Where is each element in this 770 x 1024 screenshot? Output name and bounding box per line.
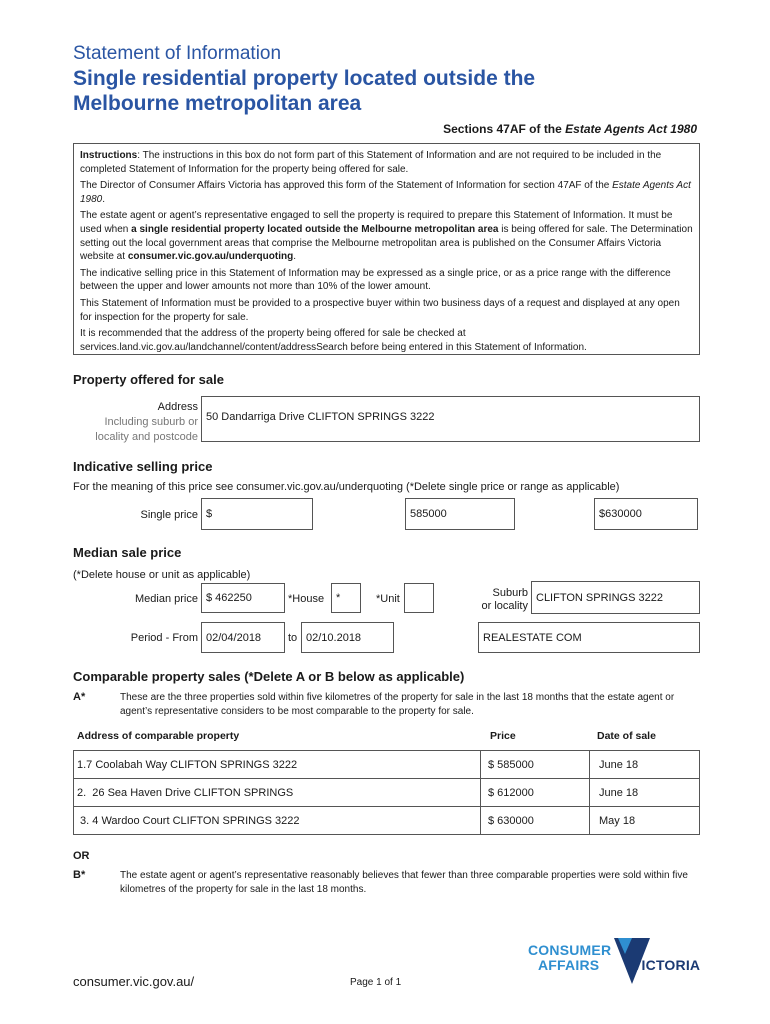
median-price-heading: Median sale price bbox=[73, 545, 182, 560]
house-label: *House bbox=[288, 593, 325, 605]
comparable-price[interactable]: $ 585000 bbox=[488, 758, 534, 771]
address-label-line2: Including suburb or bbox=[104, 416, 198, 428]
instructions-para-4: The indicative selling price in this Statement of Information may be expressed as a single price, or as a price range with the difference between the upper and lower amounts not more than 10% of the lower amount. bbox=[80, 267, 671, 293]
unit-label: *Unit bbox=[376, 593, 400, 605]
instructions-p3-end: . bbox=[293, 251, 296, 263]
comparable-row-2 bbox=[73, 778, 700, 807]
page-number: Page 1 of 1 bbox=[350, 977, 402, 988]
indicative-price-note: For the meaning of this price see consumer.vic.gov.au/underquoting (*Delete single price or range as applicable) bbox=[73, 481, 620, 493]
property-address-field[interactable]: 50 Dandarriga Drive CLIFTON SPRINGS 3222 bbox=[201, 396, 700, 442]
address-label-line3: locality and postcode bbox=[95, 431, 198, 443]
property-section-heading: Property offered for sale bbox=[73, 372, 224, 387]
address-label-line1: Address bbox=[157, 401, 198, 413]
row-divider bbox=[589, 807, 590, 834]
instructions-box bbox=[73, 143, 700, 355]
comparable-date[interactable]: June 18 bbox=[599, 786, 639, 799]
option-b-label: B* bbox=[73, 869, 86, 881]
instructions-p2-text: The Director of Consumer Affairs Victoria has approved this form of the Statement of Information for section 47AF of the bbox=[80, 180, 613, 192]
instructions-p3-text1: The estate agent or agent’s representative engaged to sell the property is required to prepare this Statement of Information. It must be used when bbox=[80, 210, 673, 235]
median-price-note: (*Delete house or unit as applicable) bbox=[73, 569, 251, 581]
logo-text-affairs: AFFAIRS bbox=[538, 957, 600, 973]
comparable-date[interactable]: June 18 bbox=[599, 758, 639, 771]
comparable-address[interactable]: 3. 4 Wardoo Court CLIFTON SPRINGS 3222 bbox=[77, 814, 300, 827]
row-divider bbox=[480, 779, 481, 806]
col-price-header: Price bbox=[490, 730, 516, 742]
sections-prefix: Sections 47AF of the bbox=[443, 122, 566, 136]
comparable-price[interactable]: $ 612000 bbox=[488, 786, 534, 799]
logo-text-consumer: CONSUMER bbox=[528, 942, 612, 958]
house-checkbox[interactable]: * bbox=[331, 583, 361, 613]
suburb-label-line2: or locality bbox=[481, 600, 528, 612]
comparable-date[interactable]: May 18 bbox=[599, 814, 636, 827]
instructions-p2-end: . bbox=[102, 193, 106, 205]
consumer-affairs-victoria-logo bbox=[528, 938, 703, 988]
or-label: OR bbox=[73, 850, 90, 862]
instructions-para-3 bbox=[80, 209, 693, 263]
row-divider bbox=[480, 807, 481, 834]
period-to-field[interactable]: 02/10.2018 bbox=[301, 622, 394, 653]
single-price-label: Single price bbox=[140, 509, 198, 521]
instructions-label: Instructions bbox=[80, 150, 138, 161]
col-address-header: Address of comparable property bbox=[77, 730, 240, 742]
source-field[interactable]: REALESTATE COM bbox=[478, 622, 700, 653]
sections-reference bbox=[443, 122, 697, 136]
median-price-field[interactable]: $ 462250 bbox=[201, 583, 285, 613]
option-a-text: These are the three properties sold within five kilometres of the property for sale in the last 18 months that the estate agent or agent’s representative considers to be most comparable to the property for sale. bbox=[120, 692, 675, 717]
instructions-p3-bold: a single residential property located outside the Melbourne metropolitan area bbox=[131, 223, 499, 235]
suburb-field[interactable]: CLIFTON SPRINGS 3222 bbox=[531, 581, 700, 614]
option-a-label: A* bbox=[73, 691, 86, 703]
form-heading bbox=[73, 66, 535, 116]
single-price-field[interactable]: $ bbox=[201, 498, 313, 530]
indicative-price-heading: Indicative selling price bbox=[73, 459, 213, 474]
instructions-para-2 bbox=[80, 179, 693, 206]
range-high-field[interactable]: $630000 bbox=[594, 498, 698, 530]
instructions-p3-text2: is being offered for sale. The Determination setting out the local government areas that comprise the Melbourne metropolitan area is published on the Consumer Affairs Victoria website at bbox=[80, 223, 693, 263]
unit-checkbox[interactable] bbox=[404, 583, 434, 613]
option-b-text: The estate agent or agent’s representative reasonably believes that fewer than three comparable properties were sold within five kilometres of the property for sale in the last 18 months. bbox=[120, 870, 688, 895]
suburb-label bbox=[463, 587, 528, 613]
comparable-price[interactable]: $ 630000 bbox=[488, 814, 534, 827]
sections-act: Estate Agents Act 1980 bbox=[565, 122, 697, 136]
row-divider bbox=[589, 751, 590, 778]
instructions-p2-act: Estate Agents Act 1980 bbox=[80, 180, 691, 205]
instructions-text: : The instructions in this box do not form part of this Statement of Information and are not required to be included in the completed Statement of Information for the property being offered for sale. bbox=[80, 150, 662, 175]
instructions-para-6: It is recommended that the address of the property being offered for sale be checked at services.land.vic.gov.au/landchannel/content/addressSearch before being entered in this Statement of Information. bbox=[80, 328, 587, 353]
row-divider bbox=[589, 779, 590, 806]
instructions-para-1 bbox=[80, 149, 693, 176]
period-to-label: to bbox=[288, 632, 298, 644]
comparable-row-1 bbox=[73, 750, 700, 779]
period-from-field[interactable]: 02/04/2018 bbox=[201, 622, 285, 653]
comparable-row-3 bbox=[73, 806, 700, 835]
underquoting-link[interactable]: consumer.vic.gov.au/underquoting bbox=[127, 251, 294, 263]
footer-website[interactable]: consumer.vic.gov.au/ bbox=[73, 974, 195, 989]
row-divider bbox=[480, 751, 481, 778]
comparable-address[interactable]: 2. 26 Sea Haven Drive CLIFTON SPRINGS bbox=[77, 786, 294, 799]
median-price-label: Median price bbox=[135, 593, 198, 605]
logo-text-victoria: VICTORIA bbox=[632, 957, 701, 973]
col-date-header: Date of sale bbox=[597, 730, 656, 742]
document-type-title: Statement of Information bbox=[73, 43, 282, 64]
period-from-label: Period - From bbox=[130, 632, 198, 644]
comparable-heading: Comparable property sales (*Delete A or B below as applicable) bbox=[73, 669, 465, 684]
form-heading-line1: Single residential property located outside the bbox=[73, 67, 536, 90]
suburb-label-line1: Suburb bbox=[492, 587, 528, 599]
instructions-para-5: This Statement of Information must be provided to a prospective buyer within two business days of a request and displayed at any open for inspection for the property for sale. bbox=[80, 297, 680, 323]
address-label bbox=[73, 400, 198, 445]
form-heading-line2: Melbourne metropolitan area bbox=[73, 92, 362, 115]
comparable-address[interactable]: 1.7 Coolabah Way CLIFTON SPRINGS 3222 bbox=[77, 758, 298, 771]
range-low-field[interactable]: 585000 bbox=[405, 498, 515, 530]
